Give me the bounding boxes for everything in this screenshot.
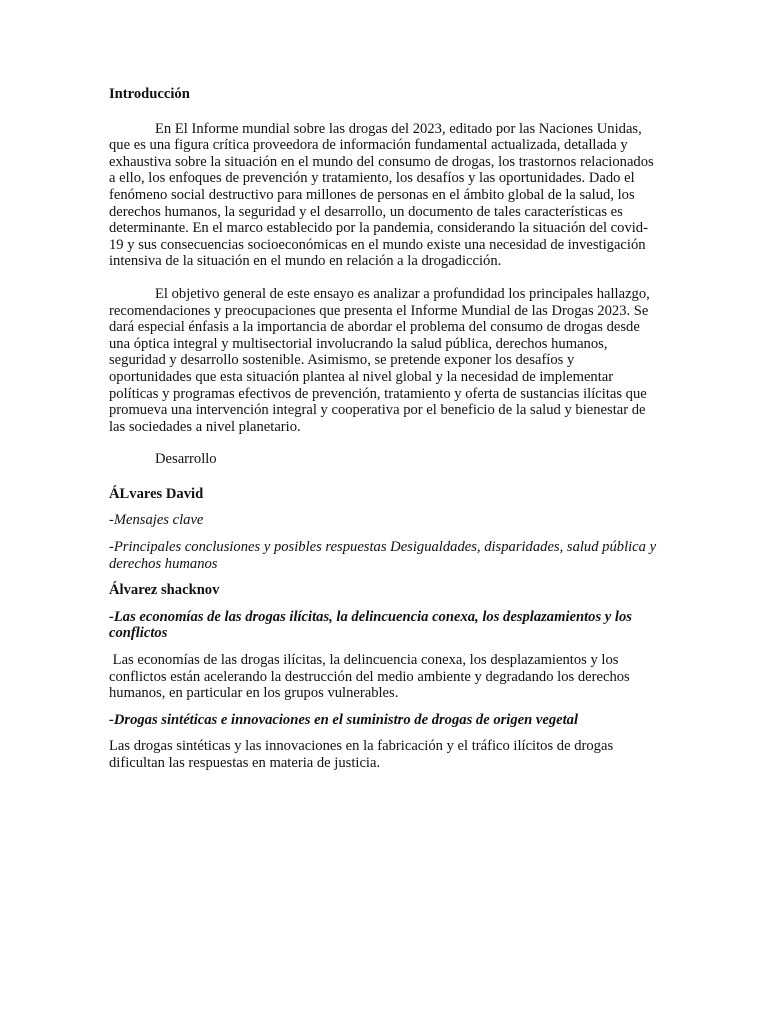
author-1-item-1: -Mensajes clave <box>109 512 204 529</box>
intro-paragraph-1: En El Informe mundial sobre las drogas del 2023, editado por las Naciones Unidas, que es una figura crítica proveedora de información fundamental actualizada, detallada y exhaustiva sobre la situación en el mundo del consumo de drogas, los trastornos relacionados a ello, los enfoques de prevención y tratamiento, los desafíos y las oportunidades. Dado el fenómeno social destructivo para millones de personas en el ámbito global de la salud, los derechos humanos, la seguridad y el desarrollo, un documento de tales características es determinante. En el marco establecido por la pandemia, considerando la situación del covid-19 y sus consecuencias socioeconómicas en el mundo existe una necesidad de investigación intensiva de la situación en el mundo en relación a la drogadicción. <box>109 120 654 270</box>
section-1-title: -Las economías de las drogas ilícitas, la delincuencia conexa, los desplazamientos y los conflictos <box>109 608 632 642</box>
section-1-body: Las economías de las drogas ilícitas, la delincuencia conexa, los desplazamientos y los conflictos están acelerando la destrucción del medio ambiente y degradando los derechos humanos, en particular en los grupos vulnerables. <box>109 652 634 702</box>
desarrollo-heading: Desarrollo <box>155 451 217 468</box>
author-1-name: ÁLvares David <box>109 485 204 502</box>
author-1-item-2: -Principales conclusiones y posibles respuestas Desigualdades, disparidades, salud pública y derechos humanos <box>109 539 657 572</box>
section-2-title: -Drogas sintéticas e innovaciones en el suministro de drogas de origen vegetal <box>109 711 579 728</box>
author-2-name: Álvarez shacknov <box>109 582 220 599</box>
intro-paragraph-2: El objetivo general de este ensayo es analizar a profundidad los principales hallazgo, recomendaciones y preocupaciones que presenta el Informe Mundial de las Drogas 2023. Se dará especial énfasis a la importancia de abordar el problema del consumo de drogas desde una óptica integral y multisectorial involucrando la salud pública, derechos humanos, seguridad y desarrollo sostenible. Asimismo, se pretende exponer los desafíos y oportunidades que esta situación plantea al nivel global y la necesidad de implementar políticas y programas efectivos de prevención, tratamiento y oferta de sustancias ilícitas que promueva una intervención integral y cooperativa por el beneficio de la salud y bienestar de las sociedades a nivel planetario. <box>109 285 650 435</box>
intro-heading: Introducción <box>109 86 190 102</box>
document-page <box>109 86 659 772</box>
section-2-body: Las drogas sintéticas y las innovaciones en la fabricación y el tráfico ilícitos de drogas dificultan las respuestas en materia de justicia. <box>109 738 614 771</box>
